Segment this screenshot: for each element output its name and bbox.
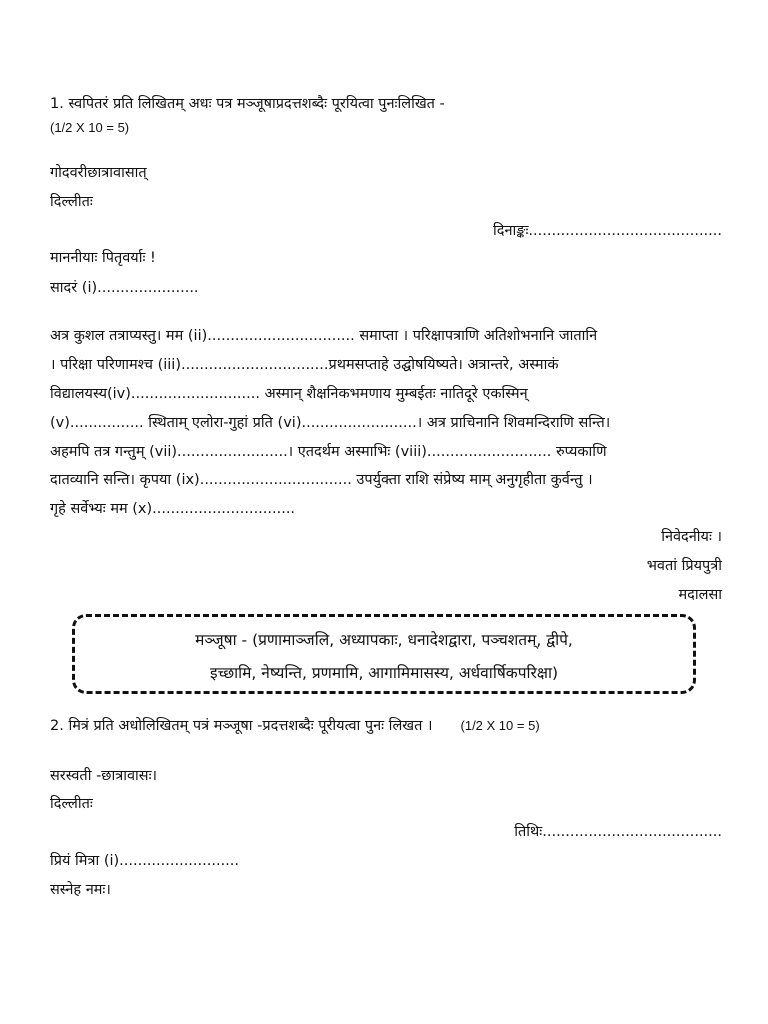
q1-body-line: (v)................ स्थिताम् एलोरा-गुहां प्रति (vi).........................। अत्र प्राचिनानि शिवमन्दिराणि सन्ति। <box>50 415 611 431</box>
q1-date-line: दिनाङ्कः.......................................... <box>493 223 722 239</box>
q1-closing-relation: भवतां प्रियपुत्री <box>646 558 722 574</box>
q2-heading-row <box>50 716 540 736</box>
q1-sender-city: दिल्लीतः <box>50 194 93 210</box>
q2-heading: 2. मित्रं प्रति अधोलिखितम् पत्रं मञ्जूषा -प्रदत्तशब्दैः पूरीयत्वा पुनः लिखत । <box>50 718 433 734</box>
q2-date-line: तिथिः....................................... <box>514 824 722 840</box>
q1-body-line: अहमपि तत्र गन्तुम् (vii)........................। एतदर्थम अस्माभिः (viii)........................... रुप्यकाणि <box>50 444 607 460</box>
q1-salutation: माननीयाः पितृवर्याः ! <box>50 250 156 266</box>
q2-sender-address: सरस्वती -छात्रावासः। <box>50 768 158 784</box>
q1-body-line: । परिक्षा परिणामश्च (iii)................................प्रथमसप्ताहे उद्घोषयिष्यते। अत्रान्तरे, अस्माकं <box>50 357 559 373</box>
q1-signature: मदालसा <box>678 587 722 603</box>
manjusha-line-1: मञ्जूषा - (प्रणामाञ्जलि, अध्यापकाः, धनादेशद्वारा, पञ्चशतम्, द्वीपे, <box>195 631 573 649</box>
q1-sender-address: गोदवरीछात्रावासात् <box>50 165 147 181</box>
q1-body-line: गृहे सर्वेभ्यः मम (x)............................... <box>50 501 296 517</box>
q2-sender-city: दिल्लीतः <box>50 796 93 812</box>
manjusha-word-box <box>72 614 696 694</box>
q1-body-line: दातव्यानि सन्ति। कृपया (ix)................................. उपर्युक्ता राशि संप्रेष्य माम् अनुगृहीता कुर्वन्तु । <box>50 472 593 488</box>
q2-salutation: प्रियं मित्रा (i).......................... <box>50 853 239 869</box>
q1-marks: (1/2 X 10 = 5) <box>50 120 130 135</box>
q1-body-line: विद्यालयस्य(iv)............................ अस्मान् शैक्षनिकभमणाय मुम्बईतः नातिदूरे एकस्मिन् <box>50 386 528 402</box>
q1-closing-line: निवेदनीयः । <box>661 529 722 545</box>
manjusha-line-2: इच्छामि, नेष्यन्ति, प्रणमामि, आगामिमासस्य, अर्धवार्षिकपरिक्षा) <box>209 664 559 682</box>
q2-marks: (1/2 X 10 = 5) <box>460 718 540 733</box>
q1-greeting: सादरं (i)...................... <box>50 280 199 296</box>
q2-greeting: सस्नेह नमः। <box>50 882 111 898</box>
q1-body-line: अत्र कुशल तत्राप्यस्तु। मम (ii)................................ समाप्ता । परिक्षापत्राणि अतिशोभनानि जातानि <box>50 328 598 344</box>
q1-heading: 1. स्वपितरं प्रति लिखितम् अधः पत्र मञ्जूषाप्रदत्तशब्दैः पूरयित्वा पुनःलिखित - <box>50 96 445 112</box>
